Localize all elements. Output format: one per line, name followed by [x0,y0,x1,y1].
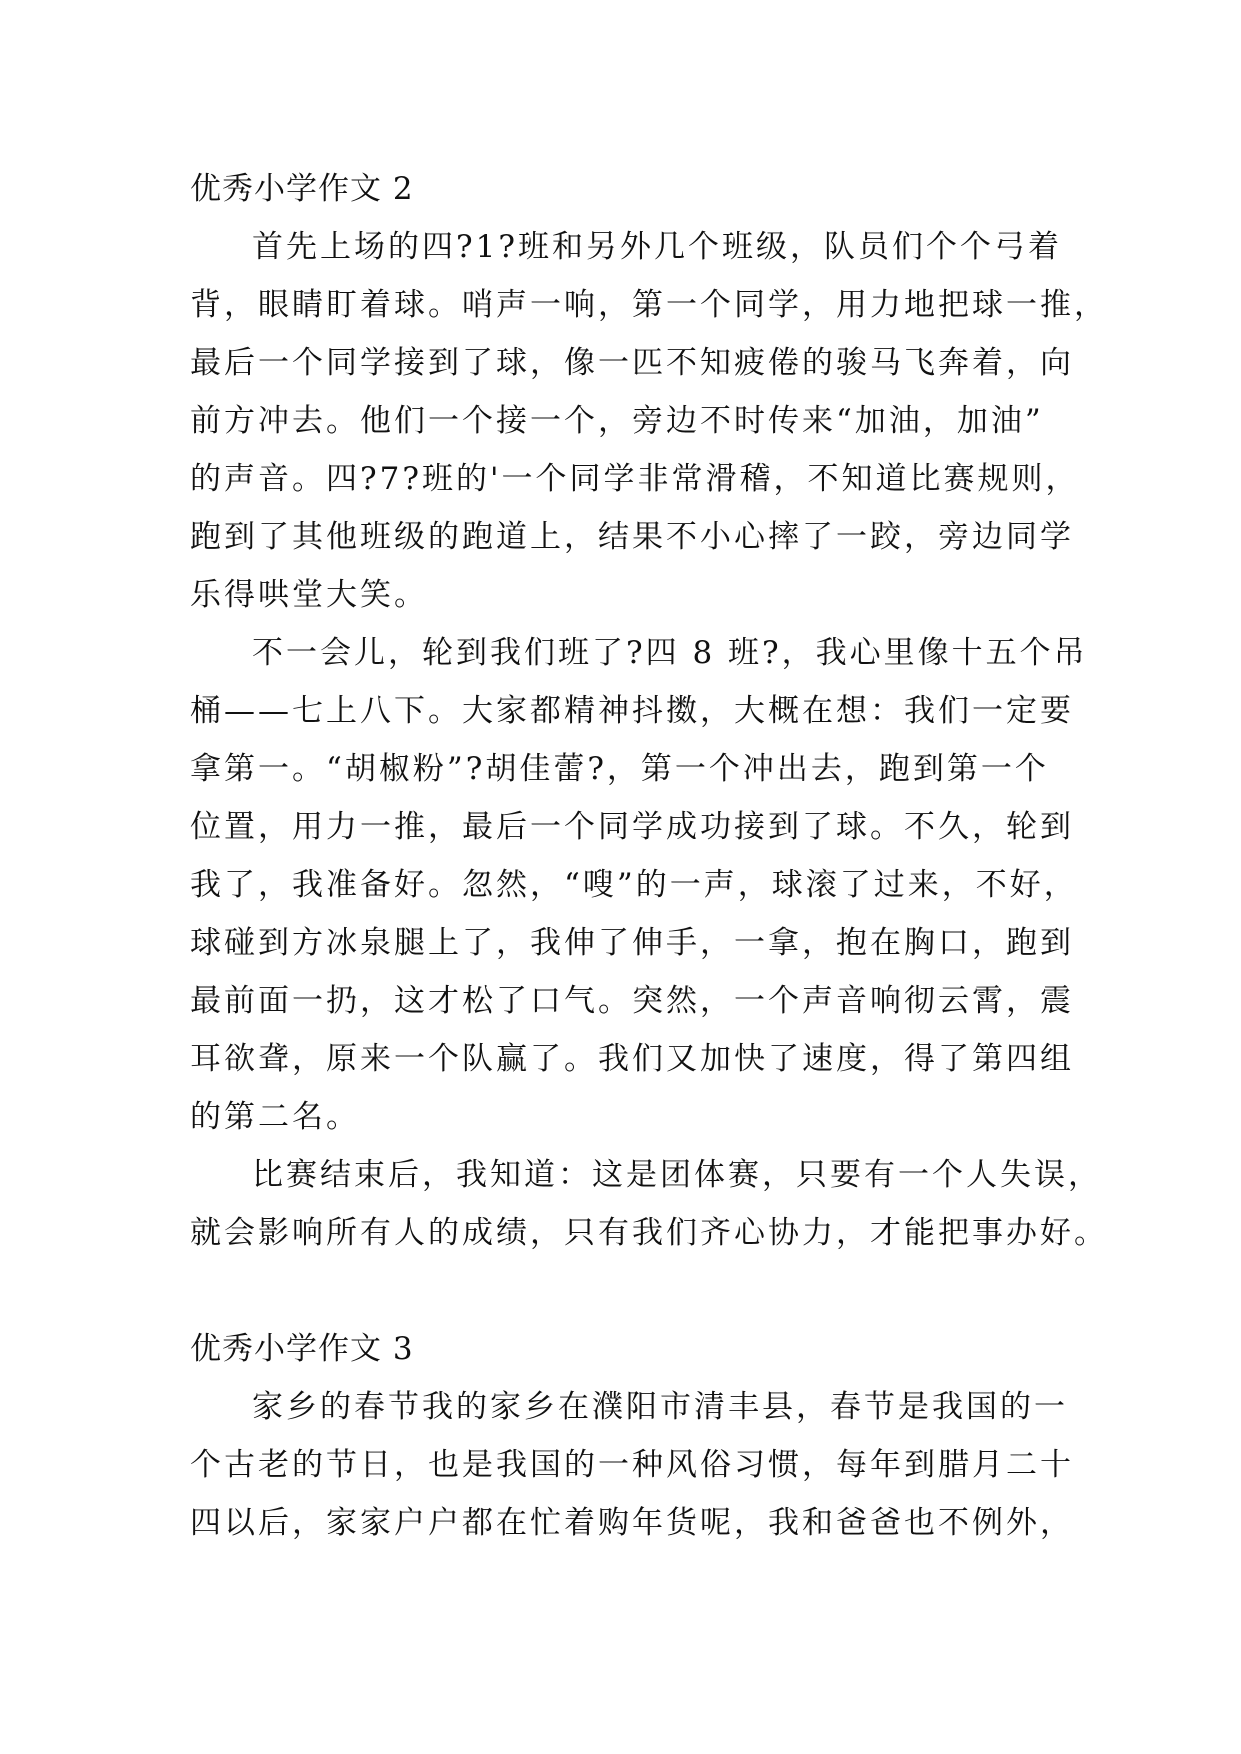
text-line: 耳欲聋，原来一个队赢了。我们又加快了速度，得了第四组 [190,1041,1074,1077]
text-line: 跑到了其他班级的跑道上，结果不小心摔了一跤，旁边同学 [190,519,1074,555]
text-line: 位置，用力一推，最后一个同学成功接到了球。不久，轮到 [190,809,1074,845]
text-line: 的声音。四?7?班的'一个同学非常滑稽，不知道比赛规则， [190,461,1080,497]
section-gap [190,1262,1060,1320]
text-line: 球碰到方冰泉腿上了，我伸了伸手，一拿，抱在胸口，跑到 [190,925,1074,961]
text-line: 乐得哄堂大笑。 [190,577,428,613]
paragraph [190,218,1108,624]
text-line: 拿第一。“胡椒粉”?胡佳蕾?，第一个冲出去，跑到第一个 [190,751,1049,787]
paragraph [190,624,1088,1146]
text-line: 前方冲去。他们一个接一个，旁边不时传来“加油，加油” [190,403,1044,439]
text-line: 背，眼睛盯着球。哨声一响，第一个同学，用力地把球一推， [190,287,1108,323]
text-line: 家乡的春节我的家乡在濮阳市清丰县，春节是我国的一 [252,1389,1068,1425]
text-line: 最前面一扔，这才松了口气。突然，一个声音响彻云霄，震 [190,983,1074,1019]
paragraph [190,1378,1074,1552]
text-line: 桶——七上八下。大家都精神抖擞，大概在想：我们一定要 [190,693,1074,729]
paragraph [190,1146,1108,1262]
text-line: 个古老的节日，也是我国的一种风俗习惯，每年到腊月二十 [190,1447,1074,1483]
text-line: 的第二名。 [190,1099,360,1135]
text-line: 不一会儿，轮到我们班了?四 8 班?，我心里像十五个吊 [252,635,1088,671]
text-line: 比赛结束后，我知道：这是团体赛，只要有一个人失误， [252,1157,1102,1193]
document-body [190,160,1108,1552]
text-line: 四以后，家家户户都在忙着购年货呢，我和爸爸也不例外， [190,1505,1074,1541]
text-line: 就会影响所有人的成绩，只有我们齐心协力，才能把事办好。 [190,1215,1108,1251]
text-line: 首先上场的四?1?班和另外几个班级，队员们个个弓着 [252,229,1062,265]
section-heading: 优秀小学作文 2 [190,171,414,207]
text-line: 我了，我准备好。忽然，“嗖”的一声，球滚了过来，不好， [190,867,1078,903]
section-heading: 优秀小学作文 3 [190,1331,414,1367]
text-line: 最后一个同学接到了球，像一匹不知疲倦的骏马飞奔着，向 [190,345,1074,381]
